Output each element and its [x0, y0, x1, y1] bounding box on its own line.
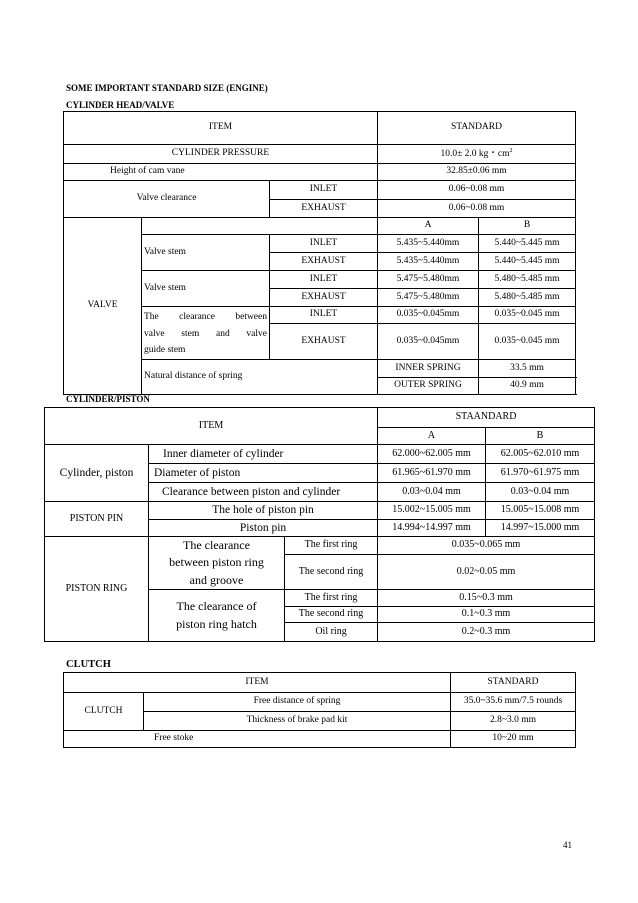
value-cell: 5.440~5.445 mm [479, 235, 576, 253]
value-cell: 0.035~0.065 mm [378, 537, 595, 555]
inner-spring-value: 33.5 mm [479, 360, 576, 378]
column-a-header: A [378, 428, 486, 445]
table-row [64, 673, 576, 693]
cylinder-piston-label: Cylinder, piston [45, 445, 149, 502]
piston-ring-label: PISTON RING [45, 537, 149, 642]
value-cell: 35.0~35.6 mm/7.5 rounds [451, 693, 576, 712]
ring-groove-clearance-label: The clearance between piston ring and groove [149, 537, 285, 590]
value-cell: 0.035~0.045 mm [479, 307, 576, 324]
cylinder-piston-table [44, 407, 595, 642]
value-cell: 0.035~0.045mm [378, 307, 479, 324]
clutch-heading: CLUTCH [66, 659, 111, 670]
table-row [64, 218, 576, 235]
clutch-label: CLUTCH [64, 693, 144, 731]
inner-diameter-label: Inner diameter of cylinder [149, 445, 378, 464]
value-cell: 5.480~5.485 mm [479, 271, 576, 289]
item-header: ITEM [64, 112, 378, 145]
value-cell: 10~20 mm [451, 731, 576, 748]
value-cell: 14.997~15.000 mm [486, 520, 595, 537]
first-ring-label: The first ring [285, 537, 378, 555]
piston-diameter-label: Diameter of piston [149, 464, 378, 483]
value-cell: 5.475~5.480mm [378, 289, 479, 307]
value-cell: 0.2~0.3 mm [378, 623, 595, 642]
free-stoke-label: Free stoke [64, 731, 451, 748]
column-b-header: B [479, 218, 576, 235]
value-cell: 2.8~3.0 mm [451, 712, 576, 731]
clutch-table [63, 672, 576, 748]
table-row [45, 537, 595, 555]
column-b-header: B [486, 428, 595, 445]
valve-stem-label: Valve stem [142, 235, 270, 271]
exhaust-label: EXHAUST [270, 253, 378, 271]
oil-ring-label: Oil ring [285, 623, 378, 642]
table-row [45, 408, 595, 428]
value-cell: 5.480~5.485 mm [479, 289, 576, 307]
table-row [45, 502, 595, 520]
value-cell: 61.965~61.970 mm [378, 464, 486, 483]
cam-height-value: 32.85±0.06 mm [378, 164, 576, 181]
valve-guide-clearance-label: The clearance between valve stem and valve guide stem [142, 307, 270, 360]
cylinder-head-valve-heading: CYLINDER HEAD/VALVE [66, 100, 175, 110]
free-distance-label: Free distance of spring [144, 693, 451, 712]
cylinder-piston-heading: CYLINDER/PISTON [66, 394, 150, 404]
standard-header: STANDARD [378, 112, 576, 145]
value-cell: 0.1~0.3 mm [378, 607, 595, 623]
outer-spring-label: OUTER SPRING [378, 378, 479, 395]
value-cell: 5.475~5.480mm [378, 271, 479, 289]
table-row [64, 164, 576, 181]
inlet-label: INLET [270, 307, 378, 324]
valve-label: VALVE [64, 218, 142, 395]
column-a-header: A [378, 218, 479, 235]
valve-clearance-exhaust-value: 0.06~0.08 mm [378, 200, 576, 218]
value-cell: 62.000~62.005 mm [378, 445, 486, 464]
valve-clearance-inlet-value: 0.06~0.08 mm [378, 181, 576, 200]
inlet-label: INLET [270, 235, 378, 253]
value-cell: 0.035~0.045mm [378, 324, 479, 360]
exhaust-label: EXHAUST [270, 200, 378, 218]
section-title: SOME IMPORTANT STANDARD SIZE (ENGINE) [66, 83, 268, 93]
cam-height-label: Height of cam vane [64, 164, 378, 181]
spring-distance-label: Natural distance of spring [142, 360, 378, 395]
table-row [64, 145, 576, 164]
item-header: ITEM [64, 673, 451, 693]
table-row [64, 181, 576, 200]
valve-clearance-label: Valve clearance [64, 181, 270, 218]
table-row [64, 112, 576, 145]
item-header: ITEM [45, 408, 378, 445]
second-ring-label: The second ring [285, 555, 378, 590]
value-cell: 0.02~0.05 mm [378, 555, 595, 590]
piston-pin-size-label: Piston pin [149, 520, 378, 537]
value-cell: 0.03~0.04 mm [378, 483, 486, 502]
table-row [64, 693, 576, 712]
inlet-label: INLET [270, 181, 378, 200]
value-cell: 62.005~62.010 mm [486, 445, 595, 464]
first-ring-label: The first ring [285, 590, 378, 607]
brake-pad-label: Thickness of brake pad kit [144, 712, 451, 731]
value-cell: 5.435~5.440mm [378, 235, 479, 253]
exhaust-label: EXHAUST [270, 324, 378, 360]
inner-spring-label: INNER SPRING [378, 360, 479, 378]
cylinder-head-valve-table [63, 111, 576, 395]
value-cell: 15.005~15.008 mm [486, 502, 595, 520]
value-cell: 0.03~0.04 mm [486, 483, 595, 502]
value-cell: 5.435~5.440mm [378, 253, 479, 271]
page-number: 41 [563, 840, 572, 850]
table-row [64, 731, 576, 748]
value-cell: 61.970~61.975 mm [486, 464, 595, 483]
pin-hole-label: The hole of piston pin [149, 502, 378, 520]
value-cell: 0.15~0.3 mm [378, 590, 595, 607]
inlet-label: INLET [270, 271, 378, 289]
piston-clearance-label: Clearance between piston and cylinder [149, 483, 378, 502]
table-row [45, 445, 595, 464]
outer-spring-value: 40.9 mm [479, 378, 576, 395]
value-cell: 15.002~15.005 mm [378, 502, 486, 520]
ring-hatch-clearance-label: The clearance of piston ring hatch [149, 590, 285, 642]
value-cell: 14.994~14.997 mm [378, 520, 486, 537]
standard-header: STAANDARD [378, 408, 595, 428]
cylinder-pressure-label: CYLINDER PRESSURE [64, 145, 378, 164]
cylinder-pressure-value: 10.0± 2.0 kg・$cm^2$ [378, 145, 576, 164]
second-ring-label: The second ring [285, 607, 378, 623]
value-cell: 5.440~5.445 mm [479, 253, 576, 271]
standard-header: STANDARD [451, 673, 576, 693]
valve-stem-label: Valve stem [142, 271, 270, 307]
piston-pin-label: PISTON PIN [45, 502, 149, 537]
value-cell: 0.035~0.045 mm [479, 324, 576, 360]
exhaust-label: EXHAUST [270, 289, 378, 307]
